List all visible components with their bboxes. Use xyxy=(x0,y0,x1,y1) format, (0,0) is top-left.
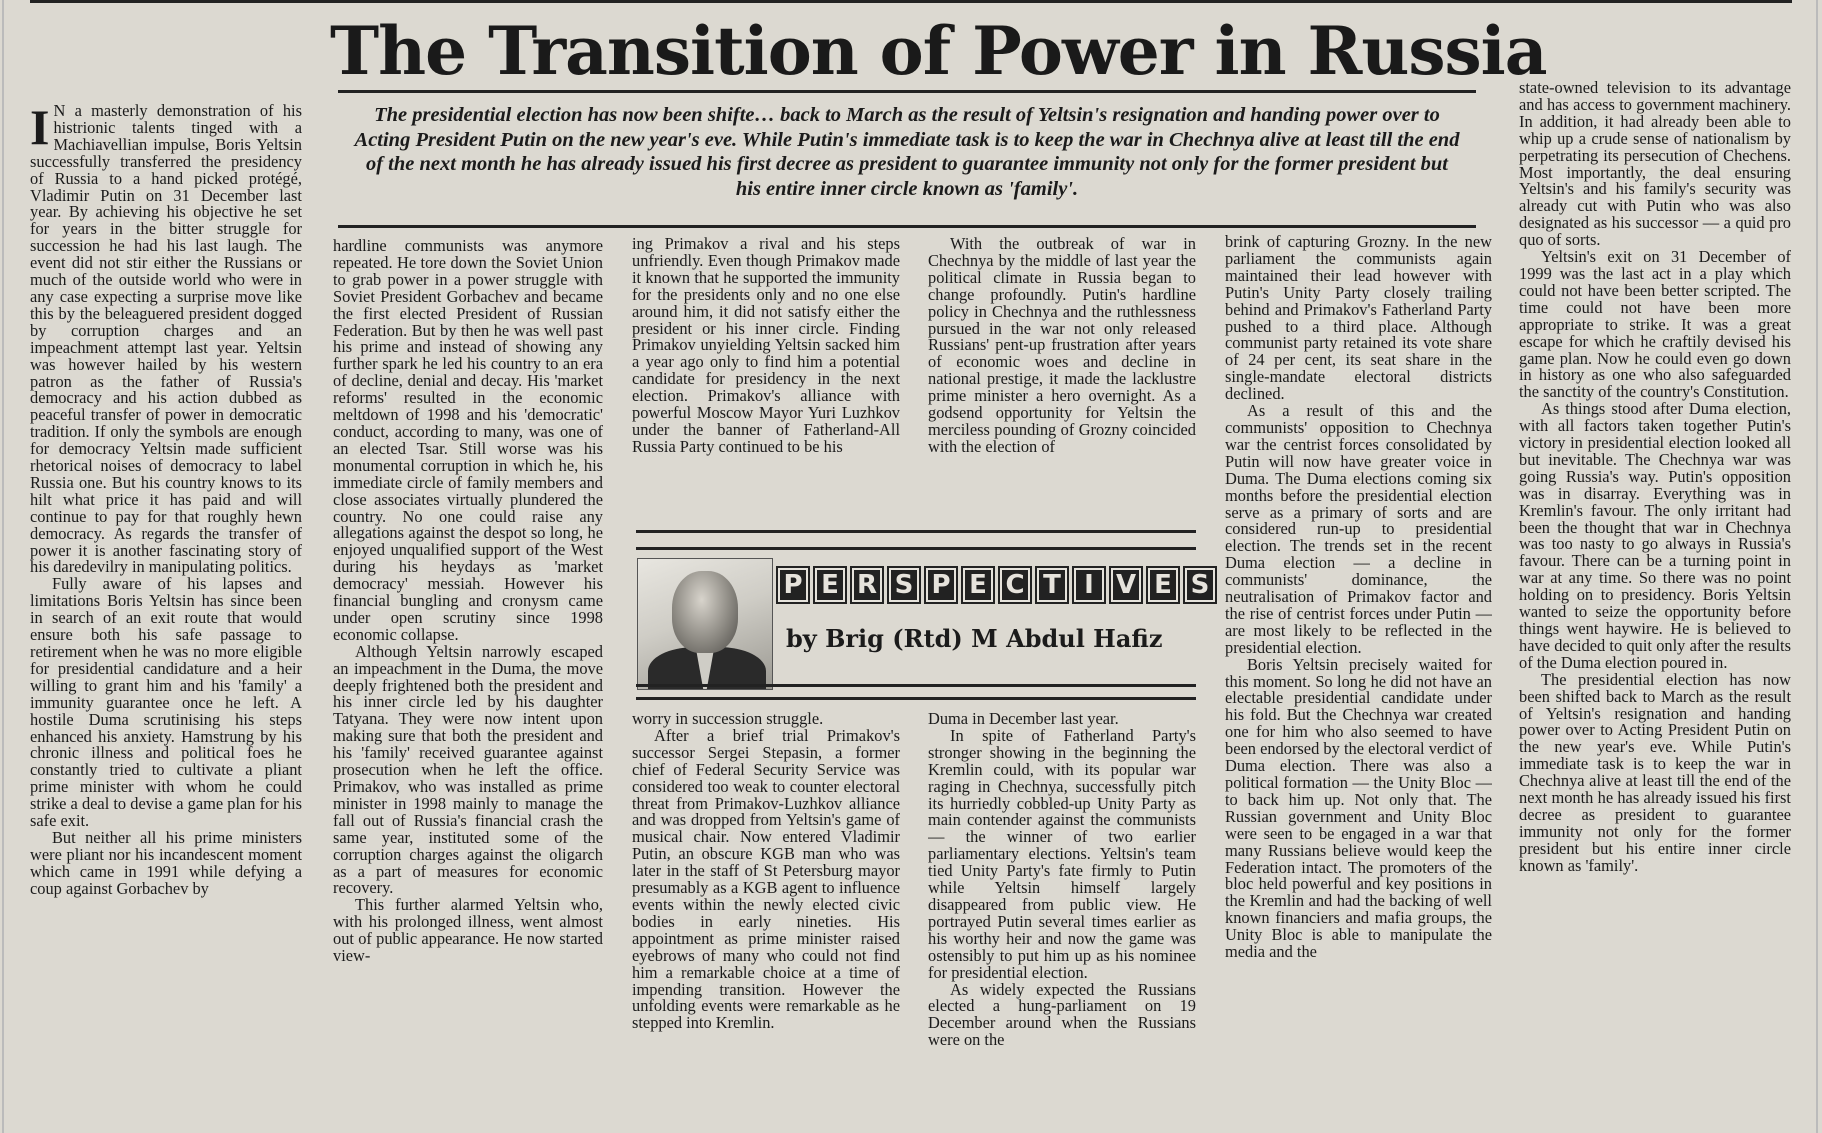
letter-tile: P xyxy=(776,566,810,604)
top-rule xyxy=(30,0,1792,3)
author-photo xyxy=(637,558,773,690)
column-2 xyxy=(333,238,603,1133)
letter-tile: C xyxy=(998,566,1032,604)
col6-paragraph-2: Yeltsin's exit on 31 December of 1999 was the last act in a play which could not have been better scripted. The time could not have been more appropriate to strike. It was a great escape for which he craftily devised his game plan. Now he could even go down in history as one who also safeguarded the sanctity of the country's Constitution. xyxy=(1519,247,1791,402)
author-photo-head xyxy=(672,571,738,653)
col2-paragraph-2: Although Yeltsin narrowly escaped an impeachment in the Duma, the move deeply frightened both the president and his inner circle led by his daughter Tatyana. They were now intent upon making sure that both the president and his 'family' received guarantee against prosecution when he left the office. Primakov, who was installed as prime minister in 1998 mainly to manage the fall out of Russia's financial crash the same year, instituted some of the corruption charges against the oligarch as a part of measures for economic recovery. xyxy=(333,641,603,898)
page-edge-left xyxy=(2,0,4,1133)
column-6 xyxy=(1519,80,1791,1133)
letter-tile: E xyxy=(961,566,995,604)
column-1 xyxy=(30,103,302,1133)
letter-tile: P xyxy=(924,566,958,604)
col1-paragraph-3: But neither all his prime ministers were pliant nor his incandescent moment which came in 1991 while defying a coup against Gorbachev by xyxy=(30,827,302,898)
col5-paragraph-3: Boris Yeltsin precisely waited for this moment. So long he did not have an electable presidential candidate under his fold. But the Chechnya war created one for him who also seemed to have been endorsed by the electoral verdict of Duma election. There was also a political formation — the Unity Bloc — to back him up. Not only that. The Russian government and Unity Bloc were seen to be engaged in a war that many Russians believe would keep the Federation intact. The promoters of the bloc held powerful and key positions in the Kremlin and had the backing of well known financiers and mafia groups, the Unity Bloc is able to manipulate the media and the xyxy=(1225,654,1492,962)
col2-paragraph-1: hardline communists was anymore repeated. He tore down the Soviet Union to grab power in a power struggle with Soviet President Gorbachev and became the first elected President of Russian Federation. But by then he was well past his prime and instead of showing any further spark he led his country to an era of decline, denial and decay. His 'market reforms' resulted in the economic meltdown of 1998 and his 'democratic' conduct, according to many, was one of an elected Tsar. Still worse was his monumental corruption in which he, his immediate circle of family members and close associates virtually plundered the country. No one could raise any allegations against the despot so long, he enjoyed unqualified support of the West during his heydays as 'market democracy' messiah. However his financial bungling and cronysm came under open scrutiny since 1998 economic collapse. xyxy=(333,238,603,644)
col2-paragraph-3: This further alarmed Yeltsin who, with his prolonged illness, went almost out of public appearance. He now started view- xyxy=(333,895,603,966)
perspectives-label xyxy=(776,566,1217,604)
col4b-paragraph-1: Duma in December last year. xyxy=(928,711,1119,728)
column-5 xyxy=(1225,234,1492,1133)
col4b-paragraph-2: In spite of Fatherland Party's stronger showing in the beginning the Kremlin could, with its popular war raging in Chechnya, successfully pitch its hurriedly cobbled-up Unity Party as main contender against the communists — the winner of two earlier parliamentary elections. Yeltsin's team tied Unity Party's fate firmly to Putin while Yeltsin himself largely disappeared from public view. He portrayed Putin several times earlier as his worthy heir and now the game was ostensibly to put him up as his nominee for presidential election. xyxy=(928,725,1196,982)
letter-tile: T xyxy=(1035,566,1069,604)
col6-paragraph-1: state-owned television to its advantage and has access to government machinery. In addition, it had already been able to whip up a crude sense of nationalism by perpetrating its persecution of Chechens. Most importantly, the deal ensuring Yeltsin's and his family's security was already cut with Putin who was also designated as his successor — a quid pro quo of sorts. xyxy=(1519,80,1791,250)
col1-paragraph-2: Fully aware of his lapses and limitations Boris Yeltsin has since been in search of an exit route that would ensure both his safe passage to retirement when he was no more eligible for presidential candidature and a heir willing to grant him and his 'family' a immunity guarantee once he left. A hostile Duma scrutinising his steps enhanced his anxiety. Hamstrung by his chronic illness and political foes he constantly tried to cultivate a pliant prime minister with whom he could strike a deal to devise a game plan for his safe exit. xyxy=(30,574,302,831)
standfirst-box xyxy=(338,90,1476,228)
standfirst-text: The presidential election has now been shifte… back to March as the result of Yeltsin's resignation and handing power over to Acting President Putin on the new year's eve. While Putin's immediate task is to keep the war in Chechnya alive at least till the end of the next month he has already issued his first decree as president to guarantee immunity not only for the former president but his entire inner circle known as 'family'. xyxy=(354,104,1460,200)
col4b-paragraph-3: As widely expected the Russians elected a hung-parliament on 19 December around when the Russians were on the xyxy=(928,979,1196,1050)
col3b-paragraph-2: After a brief trial Primakov's successor Sergei Stepasin, a former chief of Federal Security Service was considered too weak to counter electoral threat from Primakov-Luzhkov alliance and was dropped from Yeltsin's game of musical chair. Now entered Vladimir Putin, an obscure KGB man who was later in the staff of St Petersburg mayor presumably as a KGB agent to influence events within the newly elected civic bodies in early nineties. His appointment as prime minister raised eyebrows of many who could not find him a remarkable choice at a time of impending transition. However the unfolding events were remarkable as he stepped into Kremlin. xyxy=(632,725,900,1033)
col5-paragraph-2: As a result of this and the communists' opposition to Chechnya war the centrist forces consolidated by Putin will now have greater voice in Duma. The Duma elections coming six months before the presidential election serve as a primary of sorts and are considered run-up to presidential election. The trends set in the recent Duma election — a decline in communists' dominance, the neutralisation of Primakov factor and the rise of centrist forces under Putin — are most likely to be reflected in the presidential election. xyxy=(1225,401,1492,657)
letter-tile: E xyxy=(1146,566,1180,604)
col1-paragraph-1: I N a masterly demonstration of his histrionic talents tinged with a Machiavellian impulse, Boris Yeltsin successfully transferred the presidency of Russia to a hand picked protégé, Vladimir Putin on 31 December last year. By achieving his objective he set for years in the bitter struggle for succession he had his last laugh. The event did not stir either the Russians or much of the outside world who were in any case expecting a surprise move like this by the beleaguered president dogged by corruption charges and an impeachment attempt last year. Yeltsin was however hailed by his western patron as the father of Russia's democracy and his action dubbed as peaceful transfer of power in democratic tradition. If only the symbols are enough for democracy Yeltsin made sufficient rhetorical noises of democracy to label Russia one. But his country knows to its hilt what price it has paid and will continue to pay for that roughly hewn democracy. As regards the transfer of power it is another fascinating story of his daredevilry in manipulating politics. xyxy=(30,103,302,577)
perspectives-top-rules xyxy=(636,530,1196,550)
headline: The Transition of Power in Russia xyxy=(330,12,1547,90)
letter-tile: S xyxy=(1183,566,1217,604)
col5-paragraph-1: brink of capturing Grozny. In the new parliament the communists again maintained their lead however with Putin's Unity Party closely trailing behind and Primakov's Fatherland Party pushed to a third place. Although communist party retained its vote share of 24 per cent, its seat share in the single-mandate electoral districts declined. xyxy=(1225,234,1492,404)
col3b-paragraph-1: worry in succession struggle. xyxy=(632,711,824,728)
byline: by Brig (Rtd) M Abdul Hafiz xyxy=(786,624,1163,653)
letter-tile: I xyxy=(1072,566,1106,604)
column-3-upper xyxy=(632,236,900,511)
page-edge-right xyxy=(1816,0,1818,1133)
col3a-paragraph-1: ing Primakov a rival and his steps unfriendly. Even though Primakov made it known that he supported the immunity for the presidents only and no one else around him, it did not satisfy either the president or his inner circle. Finding Primakov unyielding Yeltsin sacked him a year ago only to find him a potential candidate for presidency in the next election. Primakov's alliance with powerful Moscow Mayor Yuri Luzhkov under the banner of Fatherland-All Russia Party continued to be his xyxy=(632,236,900,456)
column-4-lower xyxy=(928,711,1196,1133)
letter-tile: R xyxy=(850,566,884,604)
letter-tile: V xyxy=(1109,566,1143,604)
col4a-paragraph-1: With the outbreak of war in Chechnya by the middle of last year the political climate in Russia began to change profoundly. Putin's hardline policy in Chechnya and the ruthlessness pursued in the war not only released Russians' pent-up frustration after years of economic woes and decline in national prestige, it made the lacklustre prime minister a hero overnight. As a godsend opportunity for Yeltsin the merciless pounding of Grozny coincided with the election of xyxy=(928,236,1196,456)
letter-tile: E xyxy=(813,566,847,604)
drop-cap: I xyxy=(30,103,50,155)
perspectives-bottom-rules xyxy=(636,684,1196,700)
col6-paragraph-3: As things stood after Duma election, with all factors taken together Putin's victory in presidential election looked all but inevitable. The Chechnya war was going Russia's way. Putin's opposition was in disarray. Everything was in Kremlin's favour. The only irritant had been the thought that war in Chechnya was too nasty to go always in Russia's favour. There can be a turning point in war at any time. So there was no point holding on to presidency. Boris Yeltsin wanted to seize the opportunity before things went haywire. He is believed to have decided to quit only after the results of the Duma election poured in. xyxy=(1519,399,1791,672)
column-3-lower xyxy=(632,711,900,1133)
perspectives-box xyxy=(636,530,1210,700)
letter-tile: S xyxy=(887,566,921,604)
col6-paragraph-4: The presidential election has now been shifted back to March as the result of Yeltsin's resignation and handing power over to Acting President Putin on the new year's eve. While Putin's immediate task is to keep the war in Chechnya alive at least till the end of the next month he has already issued his first decree as president to guarantee immunity not only for the former president but his entire inner circle known as 'family'. xyxy=(1519,669,1791,875)
column-4-upper xyxy=(928,236,1196,511)
